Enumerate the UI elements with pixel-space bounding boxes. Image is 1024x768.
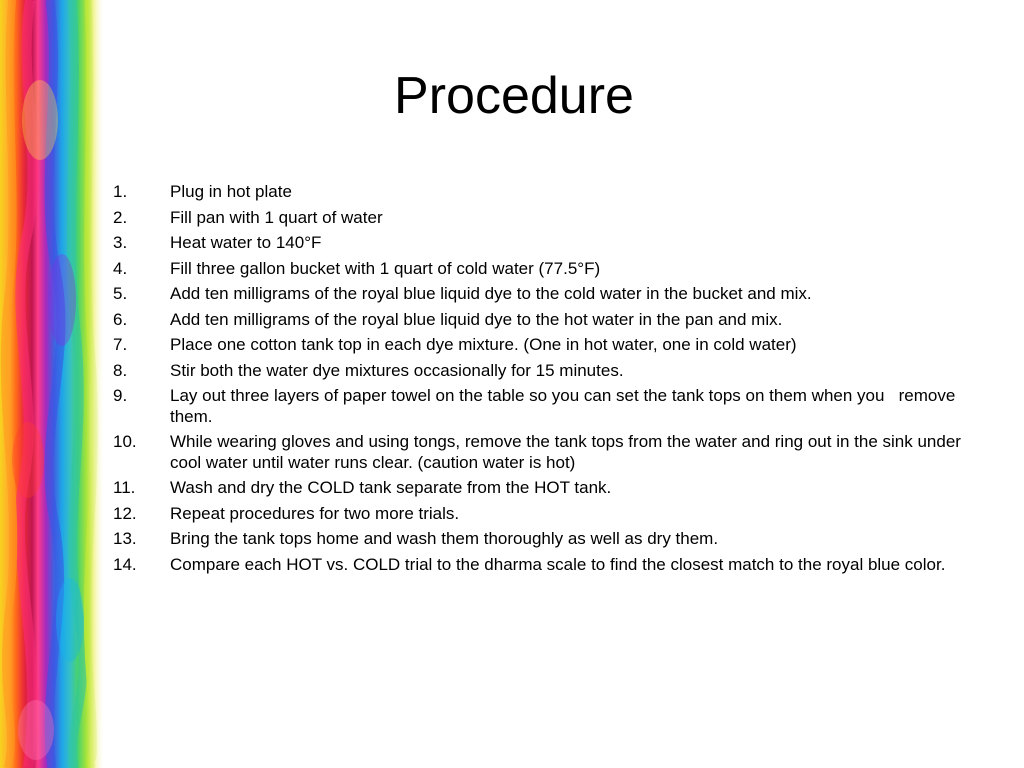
list-item xyxy=(113,182,973,203)
step-text: Fill three gallon bucket with 1 quart of cold water (77.5°F) xyxy=(170,258,601,278)
step-number: 10. xyxy=(113,432,137,451)
list-item xyxy=(113,335,973,356)
step-number: 11. xyxy=(113,478,136,497)
step-number: 6. xyxy=(113,309,128,329)
step-text: Compare each HOT vs. COLD trial to the dharma scale to find the closest match to the royal blue color. xyxy=(170,554,946,574)
list-item xyxy=(113,233,973,254)
step-text: Bring the tank tops home and wash them thoroughly as well as dry them. xyxy=(170,529,719,548)
list-item xyxy=(113,386,973,427)
step-text: While wearing gloves and using tongs, remove the tank tops from the water and ring out in the sink under cool water until water runs clear. (caution water is hot) xyxy=(170,432,966,472)
step-number: 3. xyxy=(113,233,128,252)
list-item xyxy=(113,555,973,576)
step-text: Repeat procedures for two more trials. xyxy=(170,503,460,523)
step-number: 5. xyxy=(113,284,128,303)
step-text: Stir both the water dye mixtures occasionally for 15 minutes. xyxy=(170,360,624,380)
step-number: 8. xyxy=(113,360,128,380)
slide-title: Procedure xyxy=(394,67,634,125)
step-text: Add ten milligrams of the royal blue liquid dye to the cold water in the bucket and mix. xyxy=(170,284,812,303)
step-text: Heat water to 140°F xyxy=(170,233,322,252)
step-text: Add ten milligrams of the royal blue liquid dye to the hot water in the pan and mix. xyxy=(170,309,783,329)
list-item xyxy=(113,361,973,382)
list-item xyxy=(113,504,973,525)
list-item xyxy=(113,208,973,229)
step-number: 13. xyxy=(113,529,137,548)
step-number: 4. xyxy=(113,258,128,278)
step-text: Plug in hot plate xyxy=(170,182,292,201)
step-text: Wash and dry the COLD tank separate from the HOT tank. xyxy=(170,478,612,497)
procedure-list xyxy=(113,182,973,580)
step-number: 1. xyxy=(113,182,128,201)
list-item xyxy=(113,310,973,331)
tie-dye-decoration xyxy=(0,0,104,768)
step-number: 2. xyxy=(113,207,128,227)
step-number: 14. xyxy=(113,554,137,574)
list-item xyxy=(113,284,973,305)
step-text: Fill pan with 1 quart of water xyxy=(170,207,383,227)
list-item xyxy=(113,259,973,280)
step-number: 12. xyxy=(113,503,137,523)
tie-dye-pattern-graphic xyxy=(0,0,104,768)
step-text: Place one cotton tank top in each dye mixture. (One in hot water, one in cold water) xyxy=(170,335,797,354)
step-text: Lay out three layers of paper towel on the table so you can set the tank tops on them when you remove them. xyxy=(170,386,961,426)
step-number: 9. xyxy=(113,386,128,405)
list-item xyxy=(113,432,973,473)
list-item xyxy=(113,529,973,550)
list-item xyxy=(113,478,973,499)
step-number: 7. xyxy=(113,335,128,354)
